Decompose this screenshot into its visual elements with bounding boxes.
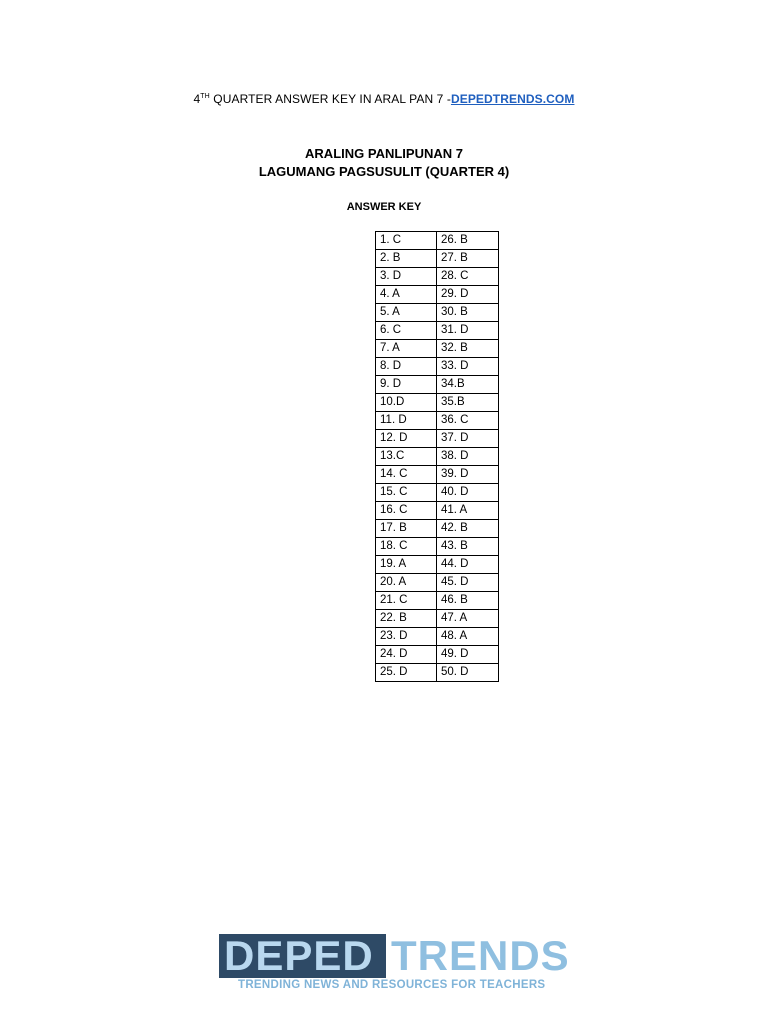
table-row (376, 268, 499, 286)
table-row (376, 304, 499, 322)
answer-cell: 16. C (376, 502, 437, 520)
table-row (376, 538, 499, 556)
table-row (376, 412, 499, 430)
answer-cell: 1. C (376, 232, 437, 250)
table-row (376, 322, 499, 340)
answer-cell: 14. C (376, 466, 437, 484)
header-text: QUARTER ANSWER KEY IN ARAL PAN 7 - (209, 92, 451, 106)
table-row (376, 574, 499, 592)
answer-cell: 48. A (437, 628, 499, 646)
answer-key-table (375, 231, 499, 682)
table-row (376, 358, 499, 376)
table-row (376, 610, 499, 628)
answer-cell: 5. A (376, 304, 437, 322)
table-row (376, 340, 499, 358)
answer-cell: 21. C (376, 592, 437, 610)
table-row (376, 448, 499, 466)
answer-cell: 35.B (437, 394, 499, 412)
table-row (376, 484, 499, 502)
answer-cell: 39. D (437, 466, 499, 484)
document-subtitle: LAGUMANG PAGSUSULIT (QUARTER 4) (258, 164, 510, 179)
answer-cell: 27. B (437, 250, 499, 268)
answer-cell: 31. D (437, 322, 499, 340)
answer-cell: 15. C (376, 484, 437, 502)
table-row (376, 286, 499, 304)
answer-cell: 22. B (376, 610, 437, 628)
answer-key-heading: ANSWER KEY (346, 201, 422, 213)
answer-cell: 47. A (437, 610, 499, 628)
answer-cell: 7. A (376, 340, 437, 358)
answer-cell: 26. B (437, 232, 499, 250)
logo-deped-word: DEPED (224, 932, 374, 979)
answer-cell: 32. B (437, 340, 499, 358)
answer-cell: 34.B (437, 376, 499, 394)
answer-cell: 12. D (376, 430, 437, 448)
answer-cell: 8. D (376, 358, 437, 376)
answer-cell: 46. B (437, 592, 499, 610)
answer-cell: 25. D (376, 664, 437, 682)
document-header (0, 92, 768, 106)
answer-cell: 17. B (376, 520, 437, 538)
table-row (376, 466, 499, 484)
answer-cell: 18. C (376, 538, 437, 556)
answer-cell: 24. D (376, 646, 437, 664)
table-row (376, 520, 499, 538)
answer-cell: 33. D (437, 358, 499, 376)
answer-cell: 42. B (437, 520, 499, 538)
answer-cell: 4. A (376, 286, 437, 304)
answer-cell: 49. D (437, 646, 499, 664)
answer-cell: 19. A (376, 556, 437, 574)
answer-cell: 40. D (437, 484, 499, 502)
table-row (376, 556, 499, 574)
answer-cell: 38. D (437, 448, 499, 466)
document-title: ARALING PANLIPUNAN 7 (305, 146, 463, 161)
answer-cell: 10.D (376, 394, 437, 412)
answer-cell: 43. B (437, 538, 499, 556)
table-row (376, 394, 499, 412)
answer-cell: 44. D (437, 556, 499, 574)
header-quarter-number: 4 (193, 92, 201, 106)
table-row (376, 628, 499, 646)
answer-cell: 41. A (437, 502, 499, 520)
answer-cell: 36. C (437, 412, 499, 430)
answer-cell: 30. B (437, 304, 499, 322)
answer-cell: 37. D (437, 430, 499, 448)
table-row (376, 646, 499, 664)
header-superscript: TH (200, 93, 210, 100)
answer-cell: 13.C (376, 448, 437, 466)
answer-cell: 3. D (376, 268, 437, 286)
answer-cell: 45. D (437, 574, 499, 592)
answer-cell: 23. D (376, 628, 437, 646)
answer-cell: 2. B (376, 250, 437, 268)
table-row (376, 376, 499, 394)
answer-cell: 50. D (437, 664, 499, 682)
table-row (376, 250, 499, 268)
table-row (376, 430, 499, 448)
answer-cell: 28. C (437, 268, 499, 286)
answer-cell: 20. A (376, 574, 437, 592)
depedtrends-link[interactable]: DEPEDTRENDS.COM (450, 92, 575, 106)
answer-cell: 9. D (376, 376, 437, 394)
depedtrends-logo (219, 934, 569, 996)
table-row (376, 664, 499, 682)
table-row (376, 232, 499, 250)
answer-cell: 6. C (376, 322, 437, 340)
logo-trends-word: TRENDS (391, 932, 570, 979)
logo-tagline: TRENDING NEWS AND RESOURCES FOR TEACHERS (238, 979, 546, 991)
table-row (376, 502, 499, 520)
answer-cell: 29. D (437, 286, 499, 304)
answer-cell: 11. D (376, 412, 437, 430)
table-row (376, 592, 499, 610)
